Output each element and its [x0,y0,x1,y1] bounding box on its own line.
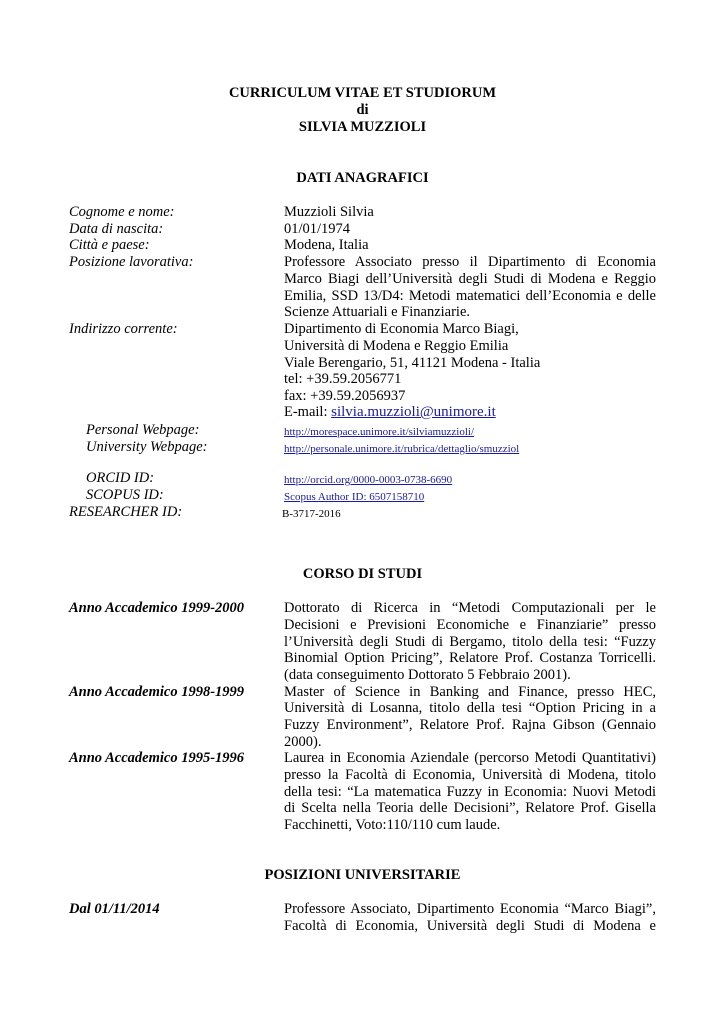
studi-text-line: 2000). [284,734,322,750]
value-citta: Modena, Italia [284,237,369,253]
section-heading-studi: CORSO DI STUDI [302,566,423,582]
studi-text-line: Master of Science in Banking and Finance, presso HEC, [284,684,656,700]
studi-text-line: presso la Facoltà di Economia, Università di Modena, titolo [284,767,656,783]
label-orcid: ORCID ID: [86,470,155,486]
studi-text-line: di Scelta nella Teoria delle Decisioni”, Relatore Prof. Gisella [284,800,656,816]
label-scopus: SCOPUS ID: [86,487,164,503]
section-heading-posizioni: POSIZIONI UNIVERSITARIE [264,867,461,883]
email-row [284,404,496,421]
label-researcher: RESEARCHER ID: [69,504,183,520]
studi-text-line: Facchinetti, Voto:110/110 cum laude. [284,817,501,833]
university-webpage-link[interactable]: http://personale.unimore.it/rubrica/dettaglio/smuzziol [284,443,520,455]
studi-text-line: Binomial Option Pricing”, Relatore Prof. Costanza Torricelli. [284,650,656,666]
section-heading-anagrafici: DATI ANAGRAFICI [296,170,429,186]
posizione-text-line: Professore Associato, Dipartimento Economia “Marco Biagi”, [284,901,656,917]
studi-text-line: Fuzzy Environment”, Relatore Prof. Rajna Gibson (Gennaio [284,717,656,733]
studi-year: Anno Accademico 1995-1996 [69,750,245,766]
studi-text-line: della tesi: “La matematica Fuzzy in Economia: Nuovi Metodi [284,784,656,800]
label-cognome: Cognome e nome: [69,204,175,220]
value-tel: tel: +39.59.2056771 [284,371,402,387]
value-fax: fax: +39.59.2056937 [284,388,406,404]
label-citta: Città e paese: [69,237,150,253]
value-posizione-line: Marco Biagi dell’Università degli Studi di Modena e Reggio [284,271,656,287]
studi-year: Anno Accademico 1999-2000 [69,600,245,616]
value-nascita: 01/01/1974 [284,221,351,237]
studi-text-line: l’Università degli Studi di Bergamo, titolo della tesi: “Fuzzy [284,634,656,650]
studi-text-line: Laurea in Economia Aziendale (percorso Metodi Quantitativi) [284,750,656,766]
studi-text-line: Decisioni e Previsioni Economiche e Finanziarie” presso [284,617,656,633]
studi-year: Anno Accademico 1998-1999 [69,684,245,700]
posizione-date: Dal 01/11/2014 [69,901,160,917]
value-indirizzo-line: Dipartimento di Economia Marco Biagi, [284,321,519,337]
email-prefix: E-mail: [284,404,332,420]
posizione-text-line: Facoltà di Economia, Università degli Studi di Modena e [284,918,656,934]
cv-title-di: di [356,102,369,118]
label-posizione: Posizione lavorativa: [69,254,194,270]
value-posizione-line: Emilia, SSD 13/D4: Metodi matematici dell’Economia e delle [284,288,656,304]
studi-text-line: Università di Losanna, titolo della tesi “Option Pricing in a [284,700,656,716]
value-posizione-line: Scienze Attuariali e Finanziarie. [284,304,471,320]
value-indirizzo-line: Viale Berengario, 51, 41121 Modena - Italia [284,355,541,371]
label-university-webpage: University Webpage: [86,439,208,455]
cv-author-name: SILVIA MUZZIOLI [298,119,427,135]
value-cognome: Muzzioli Silvia [284,204,374,220]
scopus-link[interactable]: Scopus Author ID: 6507158710 [284,491,425,503]
email-link[interactable]: silvia.muzzioli@unimore.it [331,404,496,420]
cv-title: CURRICULUM VITAE ET STUDIORUM [228,85,497,101]
value-researcher: B-3717-2016 [282,508,341,520]
value-indirizzo-line: Università di Modena e Reggio Emilia [284,338,509,354]
value-posizione-line: Professore Associato presso il Dipartimento di Economia [284,254,656,270]
studi-text-line: Dottorato di Ricerca in “Metodi Computazionali per le [284,600,656,616]
label-personal-webpage: Personal Webpage: [86,422,200,438]
studi-text-line: (data conseguimento Dottorato 5 Febbraio 2001). [284,667,571,683]
orcid-link[interactable]: http://orcid.org/0000-0003-0738-6690 [284,474,453,486]
personal-webpage-link[interactable]: http://morespace.unimore.it/silviamuzzioli/ [284,426,475,438]
label-indirizzo: Indirizzo corrente: [69,321,178,337]
label-nascita: Data di nascita: [69,221,164,237]
